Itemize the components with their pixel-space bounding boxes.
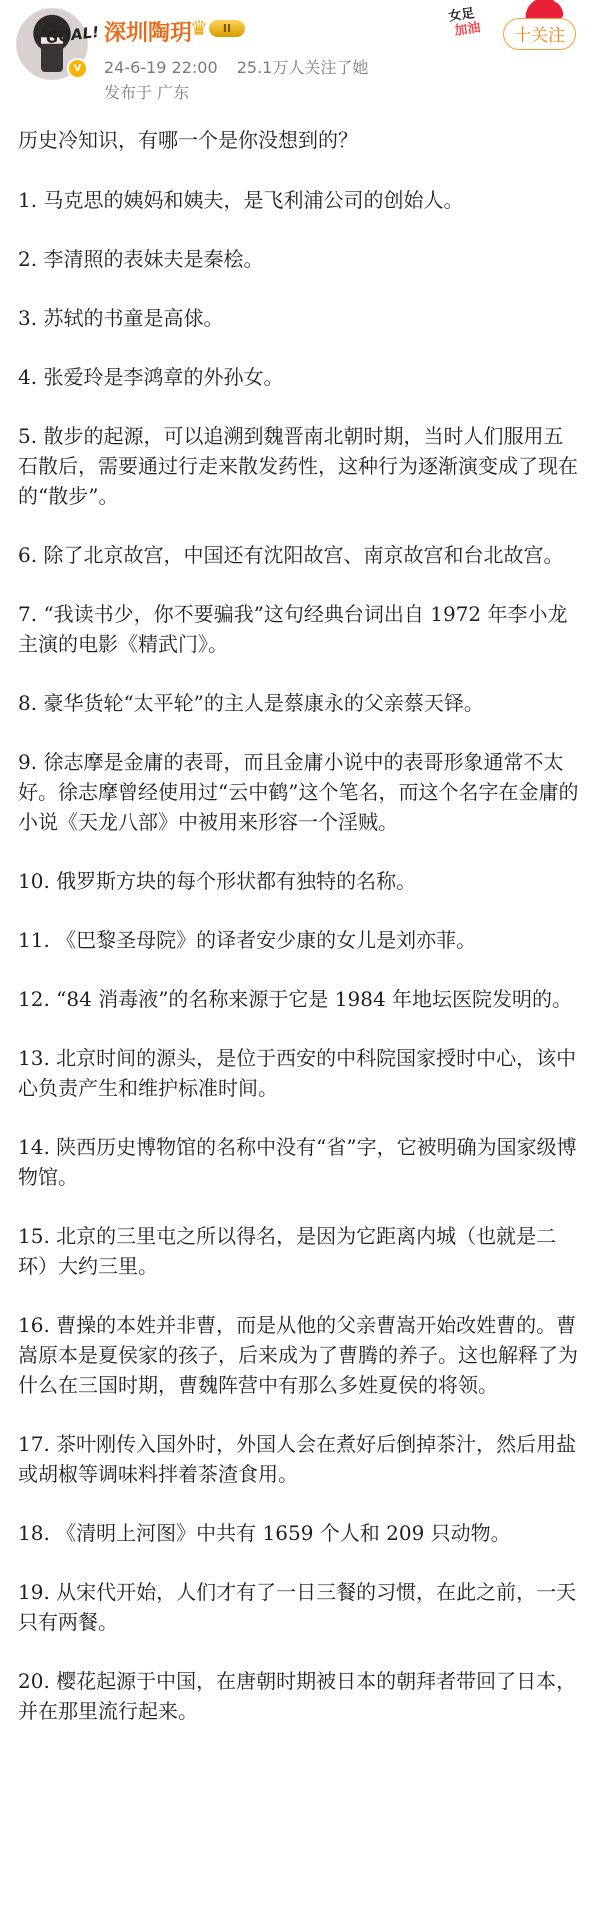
post-location: 发布于 广东 <box>104 83 190 102</box>
list-item: 12. “84 消毒液”的名称来源于它是 1984 年地坛医院发明的。 <box>18 987 573 1011</box>
list-item: 13. 北京时间的源头，是位于西安的中科院国家授时中心，该中心负责产生和维护标准时间。 <box>18 1046 577 1100</box>
list-item: 14. 陕西历史博物馆的名称中没有“省”字，它被明确为国家级博物馆。 <box>18 1135 577 1189</box>
list-item: 6. 除了北京故宫，中国还有沈阳故宫、南京故宫和台北故宫。 <box>18 543 564 567</box>
list-item: 7. “我读书少，你不要骗我”这句经典台词出自 1972 年李小龙主演的电影《精武门》。 <box>18 602 568 656</box>
avatar-goal-text: GOAL! <box>45 22 100 48</box>
post-title: 历史冷知识，有哪一个是你没想到的？ <box>18 128 358 152</box>
list-item: 17. 茶叶刚传入国外时，外国人会在煮好后倒掉茶汁，然后用盐或胡椒等调味料拌着茶渣食用。 <box>18 1432 577 1486</box>
list-item: 18. 《清明上河图》中共有 1659 个人和 209 只动物。 <box>18 1521 511 1545</box>
list-item: 8. 豪华货轮“太平轮”的主人是蔡康永的父亲蔡天铎。 <box>18 691 484 715</box>
level-badge <box>190 16 244 40</box>
list-item: 9. 徐志摩是金庸的表哥，而且金庸小说中的表哥形象通常不太好。徐志摩曾经使用过“云中鹤”这个笔名，而这个名字在金庸的小说《天龙八部》中被用来形容一个淫贼。 <box>18 750 579 834</box>
post-header <box>0 0 600 112</box>
list-item: 11. 《巴黎圣母院》的译者安少康的女儿是刘亦菲。 <box>18 928 477 952</box>
follow-button[interactable]: 十关注 <box>503 18 576 50</box>
sticker-bottom-text: 加油 <box>453 20 482 39</box>
post-date: 24-6-19 22:00 <box>104 58 218 77</box>
list-item: 2. 李清照的表妹夫是秦桧。 <box>18 247 264 271</box>
crown-icon: ♛ <box>190 16 208 40</box>
list-item: 19. 从宋代开始，人们才有了一日三餐的习惯，在此之前，一天只有两餐。 <box>18 1580 577 1634</box>
list-item: 3. 苏轼的书童是高俅。 <box>18 306 224 330</box>
list-item: 20. 樱花起源于中国，在唐朝时期被日本的朝拜者带回了日本，并在那里流行起来。 <box>18 1669 577 1723</box>
list-item: 15. 北京的三里屯之所以得名，是因为它距离内城（也就是二环）大约三里。 <box>18 1224 557 1278</box>
post-content <box>18 125 582 1755</box>
author-name[interactable]: 深圳陶玥 <box>104 21 193 46</box>
list-item: 5. 散步的起源，可以追溯到魏晋南北朝时期，当时人们服用五石散后，需要通过行走来散发药性，这种行为逐渐演变成了现在的“散步”。 <box>18 424 578 508</box>
list-item: 4. 张爱玲是李鸿章的外孙女。 <box>18 365 284 389</box>
level-label: II <box>209 20 245 37</box>
post-meta <box>104 55 368 78</box>
verified-icon: V <box>67 58 88 79</box>
list-item: 1. 马克思的姨妈和姨夫，是飞利浦公司的创始人。 <box>18 188 464 212</box>
list-item: 10. 俄罗斯方块的每个形状都有独特的名称。 <box>18 869 417 893</box>
follow-area <box>447 5 580 60</box>
sticker-top-text: 女足 <box>447 6 476 25</box>
followers-count: 25.1万人关注了她 <box>236 58 369 77</box>
list-item: 16. 曹操的本姓并非曹，而是从他的父亲曹嵩开始改姓曹的。曹嵩原本是夏侯家的孩子，后来成为了曹腾的养子。这也解释了为什么在三国时期，曹魏阵营中有那么多姓夏侯的将领。 <box>18 1313 578 1397</box>
